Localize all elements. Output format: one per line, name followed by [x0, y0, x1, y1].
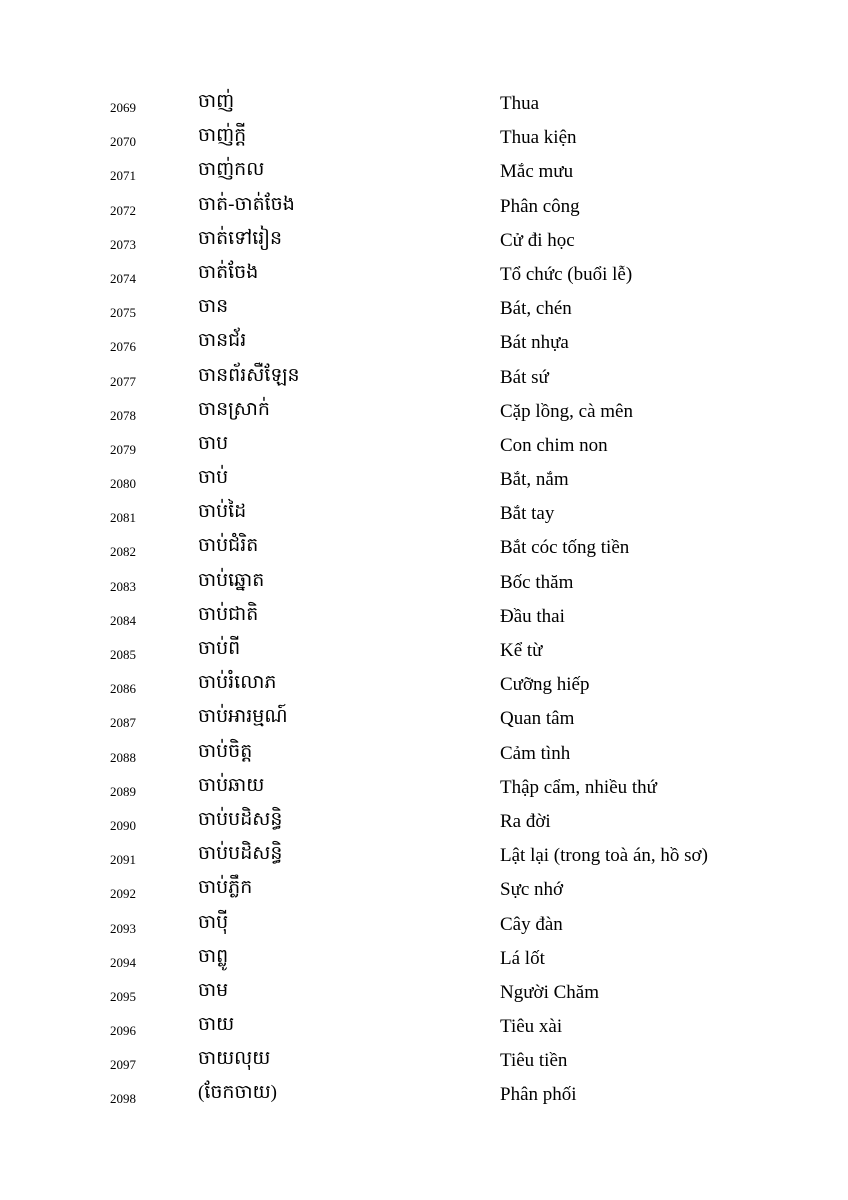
- dictionary-entry: [0, 771, 848, 805]
- dictionary-entry: [0, 429, 848, 463]
- khmer-term: ចាត់ចែង: [198, 261, 259, 283]
- vietnamese-translation: Bắt, nắm: [500, 469, 569, 491]
- entry-number: 2078: [110, 407, 136, 423]
- vietnamese-translation: Cử đi học: [500, 229, 575, 251]
- entry-number: 2077: [110, 373, 136, 389]
- vietnamese-translation: Phân công: [500, 195, 580, 217]
- vietnamese-translation: Quan tâm: [500, 708, 575, 730]
- vietnamese-translation: Bát sứ: [500, 366, 549, 388]
- entry-number: 2076: [110, 339, 136, 355]
- dictionary-entry: [0, 839, 848, 873]
- vietnamese-translation: Ra đời: [500, 810, 551, 832]
- khmer-term: ចាប់បដិសន្ធិ: [198, 808, 283, 830]
- dictionary-entry: [0, 155, 848, 189]
- vietnamese-translation: Lá lốt: [500, 947, 545, 969]
- khmer-term: ចាប់ជាតិ: [198, 603, 259, 625]
- entry-number: 2093: [110, 920, 136, 936]
- vietnamese-translation: Con chim non: [500, 434, 608, 456]
- vietnamese-translation: Người Chăm: [500, 981, 599, 1003]
- khmer-term: ចាប៉ី: [198, 911, 229, 933]
- entry-number: 2081: [110, 510, 136, 526]
- entry-number: 2092: [110, 886, 136, 902]
- dictionary-entry: [0, 873, 848, 907]
- vietnamese-translation: Bốc thăm: [500, 571, 574, 593]
- entry-number: 2090: [110, 817, 136, 833]
- khmer-term: ចាត់-ចាត់ចែង: [198, 193, 295, 215]
- khmer-term: ចាម: [198, 979, 229, 1001]
- entry-number: 2071: [110, 168, 136, 184]
- dictionary-entry: [0, 600, 848, 634]
- khmer-term: ចាប់ចិត្ត: [198, 740, 253, 762]
- entry-number: 2088: [110, 749, 136, 765]
- entry-number: 2072: [110, 202, 136, 218]
- vietnamese-translation: Mắc mưu: [500, 161, 574, 183]
- dictionary-entry: [0, 1044, 848, 1078]
- entry-number: 2073: [110, 236, 136, 252]
- vietnamese-translation: Phân phối: [500, 1084, 577, 1106]
- khmer-term: ចាយ: [198, 1014, 235, 1036]
- entry-list: [0, 87, 848, 1113]
- dictionary-entry: [0, 737, 848, 771]
- vietnamese-translation: Cưỡng hiếp: [500, 674, 590, 696]
- khmer-term: ចានព័រសឺឡែន: [198, 364, 300, 386]
- dictionary-entry: [0, 258, 848, 292]
- khmer-term: ចាញ់កល: [198, 159, 265, 181]
- vietnamese-translation: Tổ chức (buổi lễ): [500, 263, 633, 285]
- entry-number: 2089: [110, 783, 136, 799]
- dictionary-entry: [0, 292, 848, 326]
- khmer-term: ចាព្លូ: [198, 945, 229, 967]
- dictionary-entry: [0, 942, 848, 976]
- khmer-term: ចាយលុយ: [198, 1048, 271, 1070]
- dictionary-entry: [0, 326, 848, 360]
- khmer-term: ចាប់: [198, 467, 229, 489]
- khmer-term: ចាន: [198, 296, 229, 318]
- dictionary-entry: [0, 497, 848, 531]
- dictionary-entry: [0, 1078, 848, 1112]
- khmer-term: ចាប់ឆ្នោត: [198, 569, 265, 591]
- khmer-term: ចាប: [198, 432, 229, 454]
- vietnamese-translation: Tiêu tiền: [500, 1050, 568, 1072]
- vietnamese-translation: Kể từ: [500, 640, 543, 661]
- entry-number: 2082: [110, 544, 136, 560]
- entry-number: 2098: [110, 1091, 136, 1107]
- dictionary-entry: [0, 634, 848, 668]
- dictionary-entry: [0, 87, 848, 121]
- dictionary-entry: [0, 702, 848, 736]
- vietnamese-translation: Thua: [500, 93, 540, 114]
- vietnamese-translation: Thập cẩm, nhiều thứ: [500, 776, 657, 798]
- entry-number: 2087: [110, 715, 136, 731]
- khmer-term: ចាប់អារម្មណ៍: [198, 706, 288, 728]
- khmer-term: ចានស្រាក់: [198, 398, 270, 420]
- entry-number: 2094: [110, 954, 136, 970]
- dictionary-entry: [0, 668, 848, 702]
- khmer-term: (ចែកចាយ): [198, 1082, 277, 1104]
- vietnamese-translation: Tiêu xài: [500, 1016, 563, 1038]
- vietnamese-translation: Bắt cóc tống tiền: [500, 537, 630, 559]
- dictionary-entry: [0, 566, 848, 600]
- dictionary-entry: [0, 121, 848, 155]
- entry-number: 2075: [110, 305, 136, 321]
- dictionary-entry: [0, 976, 848, 1010]
- khmer-term: ចាប់ពី: [198, 638, 241, 659]
- entry-number: 2096: [110, 1023, 136, 1039]
- entry-number: 2084: [110, 612, 136, 628]
- entry-number: 2074: [110, 270, 136, 286]
- vietnamese-translation: Cặp lồng, cà mên: [500, 400, 633, 422]
- dictionary-entry: [0, 361, 848, 395]
- vietnamese-translation: Bắt tay: [500, 503, 555, 525]
- khmer-term: ចាប់ឆាយ: [198, 774, 265, 796]
- entry-number: 2079: [110, 441, 136, 457]
- khmer-term: ចាប់ភ្លឹក: [198, 877, 253, 899]
- vietnamese-translation: Bát, chén: [500, 298, 572, 320]
- entry-number: 2083: [110, 578, 136, 594]
- khmer-term: ចាញ់ក្ដី: [198, 125, 247, 147]
- vietnamese-translation: Bát nhựa: [500, 332, 569, 354]
- vietnamese-translation: Cảm tình: [500, 742, 571, 764]
- dictionary-entry: [0, 908, 848, 942]
- entry-number: 2091: [110, 852, 136, 868]
- entry-number: 2070: [110, 134, 136, 150]
- khmer-term: ចាប់ដៃ: [198, 501, 247, 523]
- dictionary-entry: [0, 531, 848, 565]
- entry-number: 2095: [110, 988, 136, 1004]
- vietnamese-translation: Cây đàn: [500, 913, 563, 935]
- dictionary-entry: [0, 190, 848, 224]
- entry-number: 2085: [110, 647, 136, 662]
- dictionary-entry: [0, 1010, 848, 1044]
- khmer-term: ចាប់ជំរិត: [198, 535, 259, 557]
- entry-number: 2069: [110, 100, 136, 115]
- dictionary-entry: [0, 224, 848, 258]
- khmer-term: ចាប់រំលោភ: [198, 672, 277, 694]
- dictionary-entry: [0, 463, 848, 497]
- entry-number: 2086: [110, 681, 136, 697]
- vietnamese-translation: Thua kiện: [500, 127, 577, 149]
- dictionary-entry: [0, 395, 848, 429]
- entry-number: 2097: [110, 1057, 136, 1073]
- dictionary-entry: [0, 805, 848, 839]
- vietnamese-translation: Đầu thai: [500, 605, 565, 627]
- khmer-term: ចាត់ទៅរៀន: [198, 227, 283, 249]
- vietnamese-translation: Sực nhớ: [500, 879, 564, 901]
- vietnamese-translation: Lật lại (trong toà án, hồ sơ): [500, 845, 708, 867]
- entry-number: 2080: [110, 476, 136, 492]
- khmer-term: ចានជ័រ: [198, 330, 247, 352]
- khmer-term: ចាប់បដិសន្ធិ: [198, 843, 283, 865]
- khmer-term: ចាញ់: [198, 91, 235, 112]
